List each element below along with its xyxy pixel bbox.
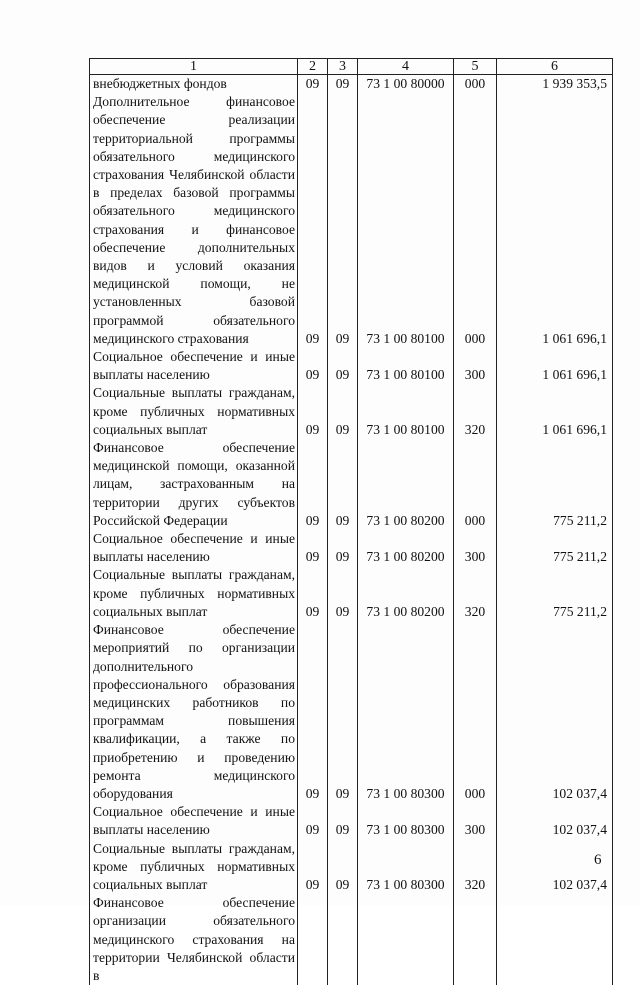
row-name: Финансовое обеспечение организации обязательного медицинского страхования на территории Челябинской области в: [90, 894, 298, 985]
page-number: 6: [594, 852, 602, 868]
row-expense-type: 000: [454, 93, 497, 348]
column-header-2: 2: [298, 59, 328, 75]
row-target-code: 73 1 00 80300: [358, 621, 454, 803]
row-amount: [497, 894, 613, 985]
row-name: Социальные выплаты гражданам, кроме публичных нормативных социальных выплат: [90, 566, 298, 621]
row-amount: 102 037,4: [497, 803, 613, 839]
row-subsection: 09: [328, 384, 358, 439]
row-expense-type: [454, 894, 497, 985]
row-name: Дополнительное финансовое обеспечение реализации территориальной программы обязательного медицинского страхования Челябинской области в пределах базовой программы обязательного медицинского страхования и финансовое обеспечение дополнительных видов и условий оказания медицинской помощи, не установленных базовой программой обязательного медицинского страхования: [90, 93, 298, 348]
row-name: Социальное обеспечение и иные выплаты населению: [90, 530, 298, 566]
table-row: [90, 894, 613, 985]
row-name: Финансовое обеспечение мероприятий по организации дополнительного профессионального образования медицинских работников по программам повышения квалификации, а также по приобретению и проведению ремонта медицинского оборудования: [90, 621, 298, 803]
row-amount: 775 211,2: [497, 439, 613, 530]
row-section: 09: [298, 384, 328, 439]
row-subsection: [328, 894, 358, 985]
row-section: 09: [298, 530, 328, 566]
row-name: Финансовое обеспечение медицинской помощи, оказанной лицам, застрахованным на территории других субъектов Российской Федерации: [90, 439, 298, 530]
row-section: 09: [298, 439, 328, 530]
row-section: 09: [298, 566, 328, 621]
row-section: 09: [298, 93, 328, 348]
row-expense-type: 300: [454, 530, 497, 566]
row-amount: 775 211,2: [497, 530, 613, 566]
row-target-code: 73 1 00 80200: [358, 566, 454, 621]
row-amount: 102 037,4: [497, 621, 613, 803]
row-expense-type: 000: [454, 439, 497, 530]
row-expense-type: 300: [454, 348, 497, 384]
row-amount: 1 061 696,1: [497, 348, 613, 384]
budget-table: [89, 58, 613, 985]
row-target-code: 73 1 00 80300: [358, 803, 454, 839]
row-target-code: 73 1 00 80200: [358, 439, 454, 530]
row-section: 09: [298, 621, 328, 803]
table-row: [90, 75, 613, 94]
column-header-1: 1: [90, 59, 298, 75]
row-amount: 1 939 353,5: [497, 75, 613, 94]
row-amount: 775 211,2: [497, 566, 613, 621]
row-subsection: 09: [328, 348, 358, 384]
table-row: [90, 439, 613, 530]
row-section: [298, 894, 328, 985]
row-expense-type: 300: [454, 803, 497, 839]
column-header-5: 5: [454, 59, 497, 75]
table-row: [90, 566, 613, 621]
row-subsection: 09: [328, 840, 358, 895]
row-expense-type: 000: [454, 75, 497, 94]
row-subsection: 09: [328, 803, 358, 839]
row-name: Социальное обеспечение и иные выплаты населению: [90, 348, 298, 384]
column-number-row: [90, 59, 613, 75]
row-name: Социальное обеспечение и иные выплаты населению: [90, 803, 298, 839]
row-target-code: 73 1 00 80000: [358, 75, 454, 94]
row-subsection: 09: [328, 75, 358, 94]
row-section: 09: [298, 803, 328, 839]
row-section: 09: [298, 75, 328, 94]
row-amount: 1 061 696,1: [497, 384, 613, 439]
column-header-4: 4: [358, 59, 454, 75]
column-header-3: 3: [328, 59, 358, 75]
row-expense-type: 000: [454, 621, 497, 803]
row-expense-type: 320: [454, 566, 497, 621]
table-row: [90, 530, 613, 566]
row-subsection: 09: [328, 566, 358, 621]
row-name: Социальные выплаты гражданам, кроме публичных нормативных социальных выплат: [90, 840, 298, 895]
row-subsection: 09: [328, 530, 358, 566]
row-subsection: 09: [328, 93, 358, 348]
row-section: 09: [298, 348, 328, 384]
row-target-code: 73 1 00 80300: [358, 840, 454, 895]
table-row: [90, 621, 613, 803]
row-amount: 1 061 696,1: [497, 93, 613, 348]
row-expense-type: 320: [454, 840, 497, 895]
row-target-code: [358, 894, 454, 985]
table-row: [90, 93, 613, 348]
table-row: [90, 840, 613, 895]
table-row: [90, 384, 613, 439]
row-target-code: 73 1 00 80200: [358, 530, 454, 566]
table-row: [90, 348, 613, 384]
column-header-6: 6: [497, 59, 613, 75]
row-target-code: 73 1 00 80100: [358, 384, 454, 439]
row-subsection: 09: [328, 439, 358, 530]
row-name: внебюджетных фондов: [90, 75, 298, 94]
row-section: 09: [298, 840, 328, 895]
row-name: Социальные выплаты гражданам, кроме публичных нормативных социальных выплат: [90, 384, 298, 439]
table-row: [90, 803, 613, 839]
row-target-code: 73 1 00 80100: [358, 93, 454, 348]
row-subsection: 09: [328, 621, 358, 803]
row-amount: 102 037,4: [497, 840, 613, 895]
row-target-code: 73 1 00 80100: [358, 348, 454, 384]
row-expense-type: 320: [454, 384, 497, 439]
